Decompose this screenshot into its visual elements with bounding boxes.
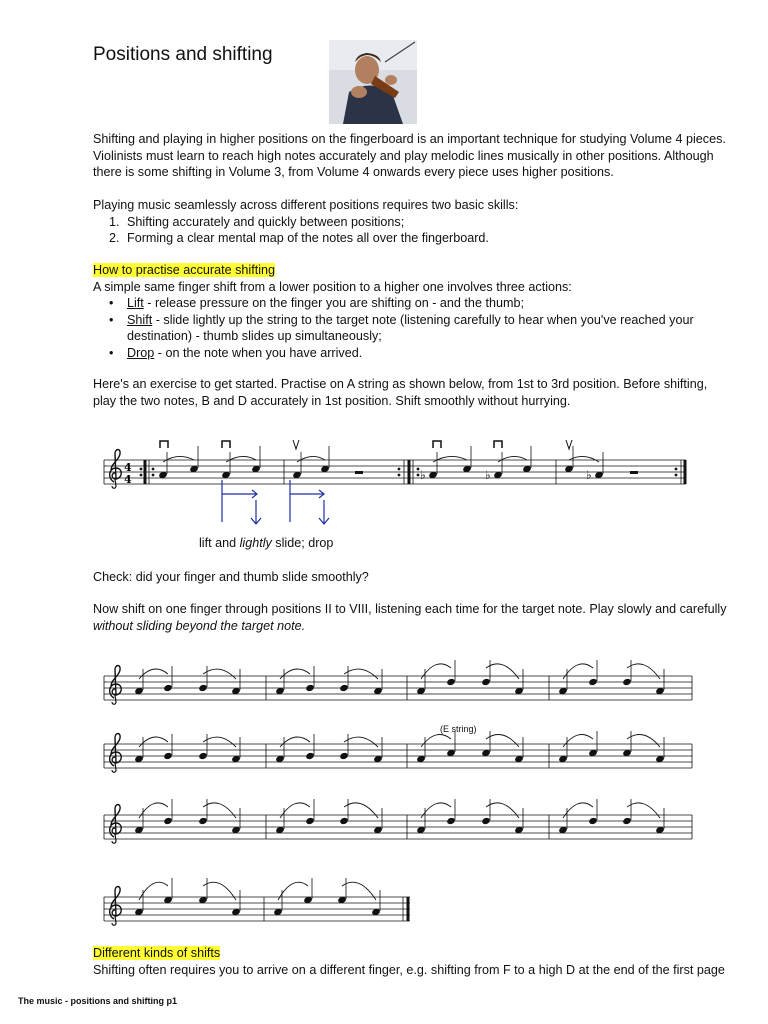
slur xyxy=(421,664,451,679)
shift-instructions xyxy=(93,601,758,634)
note-head xyxy=(305,684,315,692)
e-string-label: (E string) xyxy=(440,724,477,734)
slur xyxy=(280,669,310,679)
note-head xyxy=(198,752,208,760)
note-head xyxy=(163,752,173,760)
section-heading: How to practise accurate shifting xyxy=(93,263,275,277)
action-term: Lift xyxy=(127,296,144,310)
slur xyxy=(280,803,310,818)
slur xyxy=(344,737,378,747)
slur xyxy=(421,803,451,818)
note-head xyxy=(339,752,349,760)
note-head xyxy=(588,678,598,686)
note-head xyxy=(163,684,173,692)
note-head xyxy=(305,817,315,825)
slur xyxy=(563,803,593,818)
note-head xyxy=(198,817,208,825)
intro-line: Shifting and playing in higher positions on the fingerboard is an important technique for studying Volume 4 pieces. xyxy=(93,132,726,146)
intro-line: Violinists must learn to reach high notes accurately and play melodic lines musically in other positions. Although xyxy=(93,148,714,163)
note-head xyxy=(339,684,349,692)
note-head xyxy=(446,817,456,825)
section-text: Shifting often requires you to arrive on a different finger, e.g. shifting from F to a high D at the end of the first page xyxy=(93,962,725,977)
intro-line: there is some shifting in Volume 3, from Volume 4 onwards every piece uses higher positions. xyxy=(93,165,614,179)
notation-notes xyxy=(134,660,665,916)
list-number: 1. xyxy=(109,214,120,229)
slur xyxy=(563,664,593,679)
slur xyxy=(486,664,519,679)
slur xyxy=(344,803,378,818)
note-head xyxy=(481,678,491,686)
action-text: - release pressure on the finger you are shifting on - and the thumb; xyxy=(143,296,524,310)
slur xyxy=(563,735,593,748)
svg-text:♭: ♭ xyxy=(485,468,491,482)
slur xyxy=(280,737,310,747)
skill-text: Forming a clear mental map of the notes all over the fingerboard. xyxy=(127,231,489,245)
page-title: Positions and shifting xyxy=(93,44,273,65)
caption-emphasis: lightly xyxy=(239,536,272,550)
note-head xyxy=(339,817,349,825)
note-head xyxy=(198,684,208,692)
page-footer: The music - positions and shifting p1 xyxy=(18,996,178,1006)
shift-line-italic: without sliding beyond the target note. xyxy=(93,618,306,633)
action-text: - slide lightly up the string to the target note (listening carefully to hear when you've reached your xyxy=(152,312,694,327)
svg-text:4: 4 xyxy=(124,461,132,474)
slur xyxy=(486,735,519,748)
check-text: Check: did your finger and thumb slide smoothly? xyxy=(93,570,369,584)
skills-intro: Playing music seamlessly across different positions requires two basic skills: xyxy=(93,198,519,212)
caption-text: lift and xyxy=(199,536,240,550)
action-term: Drop xyxy=(127,345,155,360)
diagram-caption xyxy=(199,536,333,550)
note-head xyxy=(622,817,632,825)
exercise-staff xyxy=(104,440,686,524)
bullet-icon: • xyxy=(109,312,114,327)
exercise-line: play the two notes, B and D accurately in 1st position. Shift smoothly without hurrying. xyxy=(93,393,571,408)
note-head xyxy=(481,817,491,825)
slur xyxy=(627,664,660,679)
position-staves xyxy=(104,666,692,926)
action-text-continued: destination) - thumb slides up simultaneously; xyxy=(127,329,382,343)
shift-line: Now shift on one finger through positions II to VIII, listening each time for the target note. Play slowly and carefully xyxy=(93,602,727,616)
slur xyxy=(627,735,660,748)
slur xyxy=(203,803,236,818)
bullet-icon: • xyxy=(109,296,114,310)
skill-text: Shifting accurately and quickly between positions; xyxy=(127,214,405,229)
exercise-line: Here's an exercise to get started. Practise on A string as shown below, from 1st to 3rd position. Before shifting, xyxy=(93,377,708,391)
note-head xyxy=(622,678,632,686)
action-term: Shift xyxy=(127,312,153,327)
bullet-icon: • xyxy=(109,345,114,360)
slur xyxy=(627,803,660,818)
caption-text: slide; drop xyxy=(271,536,334,550)
slur xyxy=(344,669,378,679)
slur xyxy=(421,735,451,748)
different-shifts-section xyxy=(93,945,758,978)
note-head xyxy=(163,817,173,825)
note-head xyxy=(305,752,315,760)
slur xyxy=(203,669,236,679)
note-head xyxy=(446,678,456,686)
action-text: - on the note when you have arrived. xyxy=(154,345,363,360)
section-heading: Different kinds of shifts xyxy=(93,946,221,960)
svg-text:♭: ♭ xyxy=(420,468,426,482)
note-head xyxy=(588,817,598,825)
section-intro: A simple same finger shift from a lower position to a higher one involves three actions: xyxy=(93,279,572,294)
svg-text:♭: ♭ xyxy=(586,468,592,482)
slur xyxy=(203,737,236,747)
slur xyxy=(486,803,519,818)
list-number: 2. xyxy=(109,231,120,245)
svg-text:4: 4 xyxy=(124,473,132,486)
